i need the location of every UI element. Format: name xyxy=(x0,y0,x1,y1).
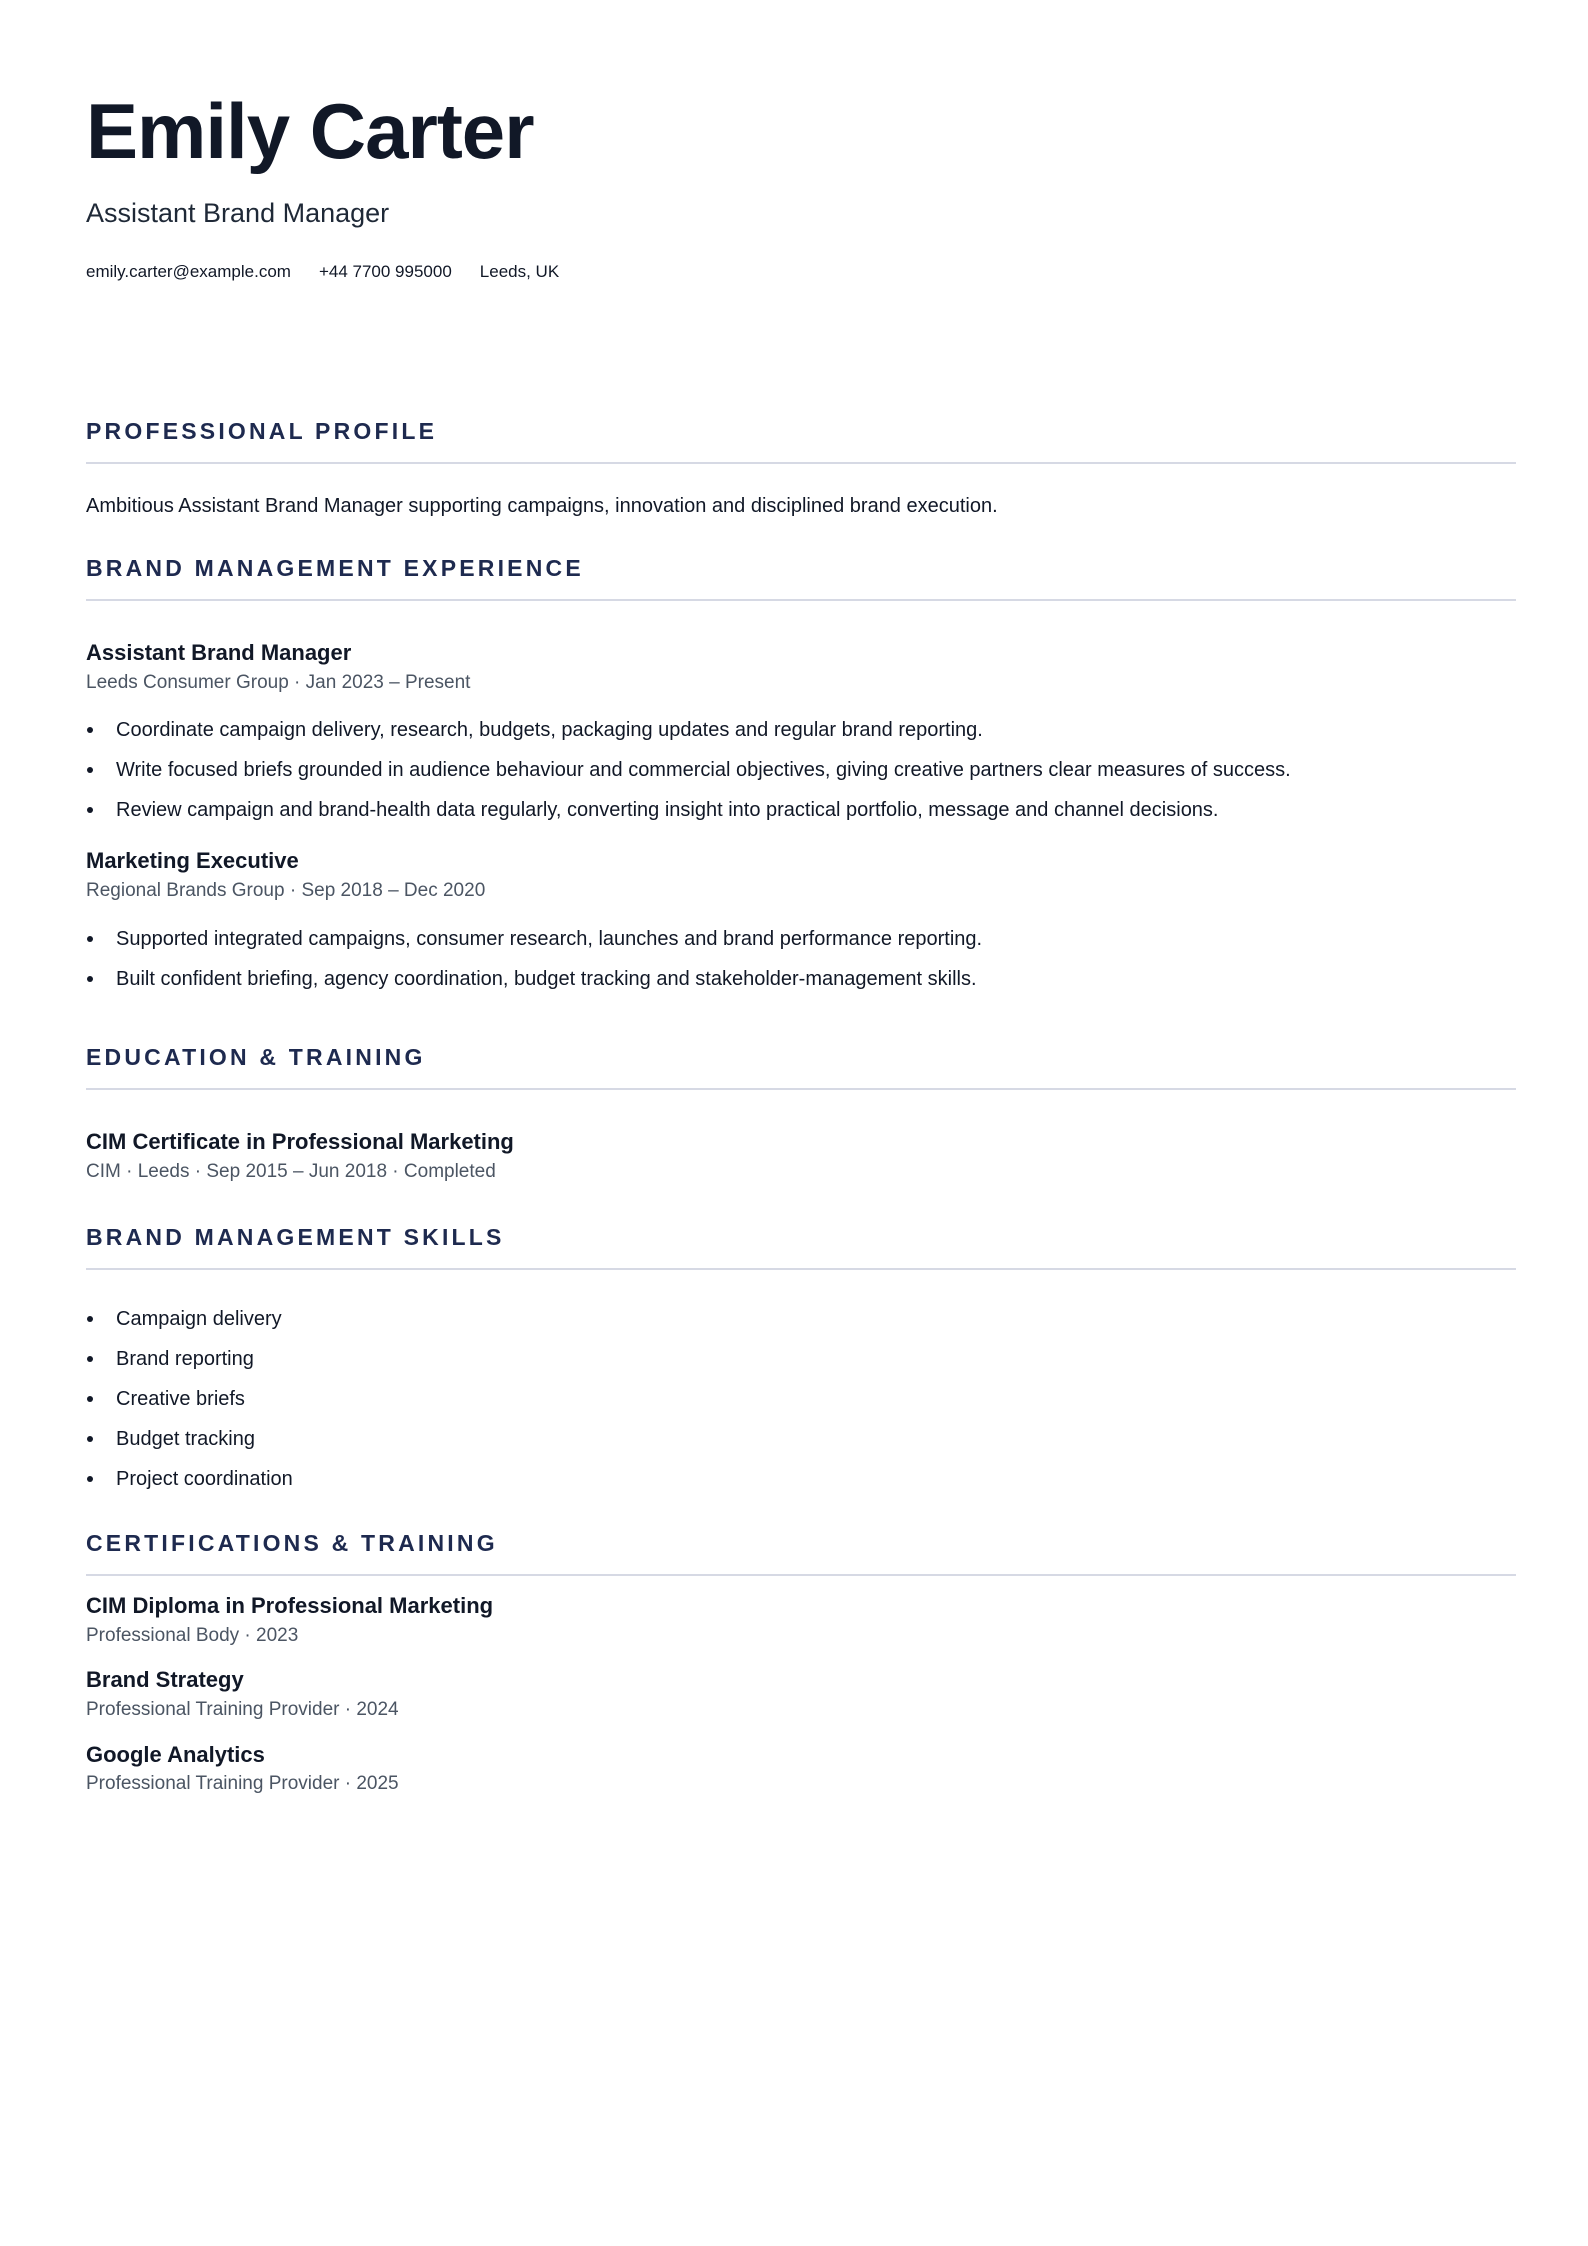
section-title: CERTIFICATIONS & TRAINING xyxy=(86,1530,498,1556)
section-profile xyxy=(86,420,1516,519)
bullet-item: Coordinate campaign delivery, research, budgets, packaging updates and regular brand reporting. xyxy=(86,710,1516,750)
section-title: BRAND MANAGEMENT SKILLS xyxy=(86,1224,505,1250)
job-bullets xyxy=(86,919,1516,999)
skill-item: Project coordination xyxy=(86,1459,1516,1499)
section-skills xyxy=(86,1226,1516,1499)
job-entry xyxy=(86,639,1516,830)
section-divider xyxy=(86,1268,1516,1270)
section-title: EDUCATION & TRAINING xyxy=(86,1044,426,1070)
contact-email[interactable]: emily.carter@example.com xyxy=(86,262,291,281)
education-meta: CIM · Leeds · Sep 2015 – Jun 2018 · Completed xyxy=(86,1160,496,1182)
bullet-item: Supported integrated campaigns, consumer research, launches and brand performance reporting. xyxy=(86,919,1516,959)
section-divider xyxy=(86,1088,1516,1090)
candidate-name: Emily Carter xyxy=(86,87,534,175)
skill-item: Brand reporting xyxy=(86,1339,1516,1379)
certification-title: Brand Strategy xyxy=(86,1667,244,1693)
section-divider xyxy=(86,462,1516,464)
certification-title: Google Analytics xyxy=(86,1741,265,1767)
section-certifications xyxy=(86,1532,1516,1796)
certification-entry xyxy=(86,1592,1516,1647)
section-experience xyxy=(86,557,1516,999)
contact-location: Leeds, UK xyxy=(479,262,560,281)
job-meta: Regional Brands Group · Sep 2018 – Dec 2020 xyxy=(86,879,486,901)
bullet-item: Review campaign and brand-health data regularly, converting insight into practical portfolio, message and channel decisions. xyxy=(86,790,1516,830)
certification-meta: Professional Body · 2023 xyxy=(86,1624,299,1646)
education-title: CIM Certificate in Professional Marketing xyxy=(86,1129,514,1154)
skill-item: Campaign delivery xyxy=(86,1299,1516,1339)
profile-text: Ambitious Assistant Brand Manager supporting campaigns, innovation and disciplined brand execution. xyxy=(86,495,998,517)
section-divider xyxy=(86,1574,1516,1576)
certification-entry xyxy=(86,1741,1516,1796)
section-title: PROFESSIONAL PROFILE xyxy=(86,418,438,444)
skills-list xyxy=(86,1299,1516,1499)
skill-item: Creative briefs xyxy=(86,1379,1516,1419)
section-title: BRAND MANAGEMENT EXPERIENCE xyxy=(86,555,584,581)
certification-entry xyxy=(86,1666,1516,1721)
job-meta: Leeds Consumer Group · Jan 2023 – Present xyxy=(86,671,471,693)
job-entry xyxy=(86,847,1516,998)
contact-bar xyxy=(86,262,559,282)
bullet-item: Built confident briefing, agency coordination, budget tracking and stakeholder-management skills. xyxy=(86,959,1516,999)
education-entry xyxy=(86,1128,1516,1183)
job-title: Assistant Brand Manager xyxy=(86,640,352,665)
job-title: Marketing Executive xyxy=(86,848,299,874)
skill-item: Budget tracking xyxy=(86,1419,1516,1459)
candidate-role: Assistant Brand Manager xyxy=(86,198,390,228)
contact-phone[interactable]: +44 7700 995000 xyxy=(318,262,452,281)
certification-meta: Professional Training Provider · 2024 xyxy=(86,1698,399,1720)
certification-title: CIM Diploma in Professional Marketing xyxy=(86,1593,494,1618)
section-education xyxy=(86,1046,1516,1183)
certification-meta: Professional Training Provider · 2025 xyxy=(86,1773,399,1794)
bullet-item: Write focused briefs grounded in audience behaviour and commercial objectives, giving creative partners clear measures of success. xyxy=(86,750,1516,790)
job-bullets xyxy=(86,710,1516,830)
section-divider xyxy=(86,599,1516,601)
